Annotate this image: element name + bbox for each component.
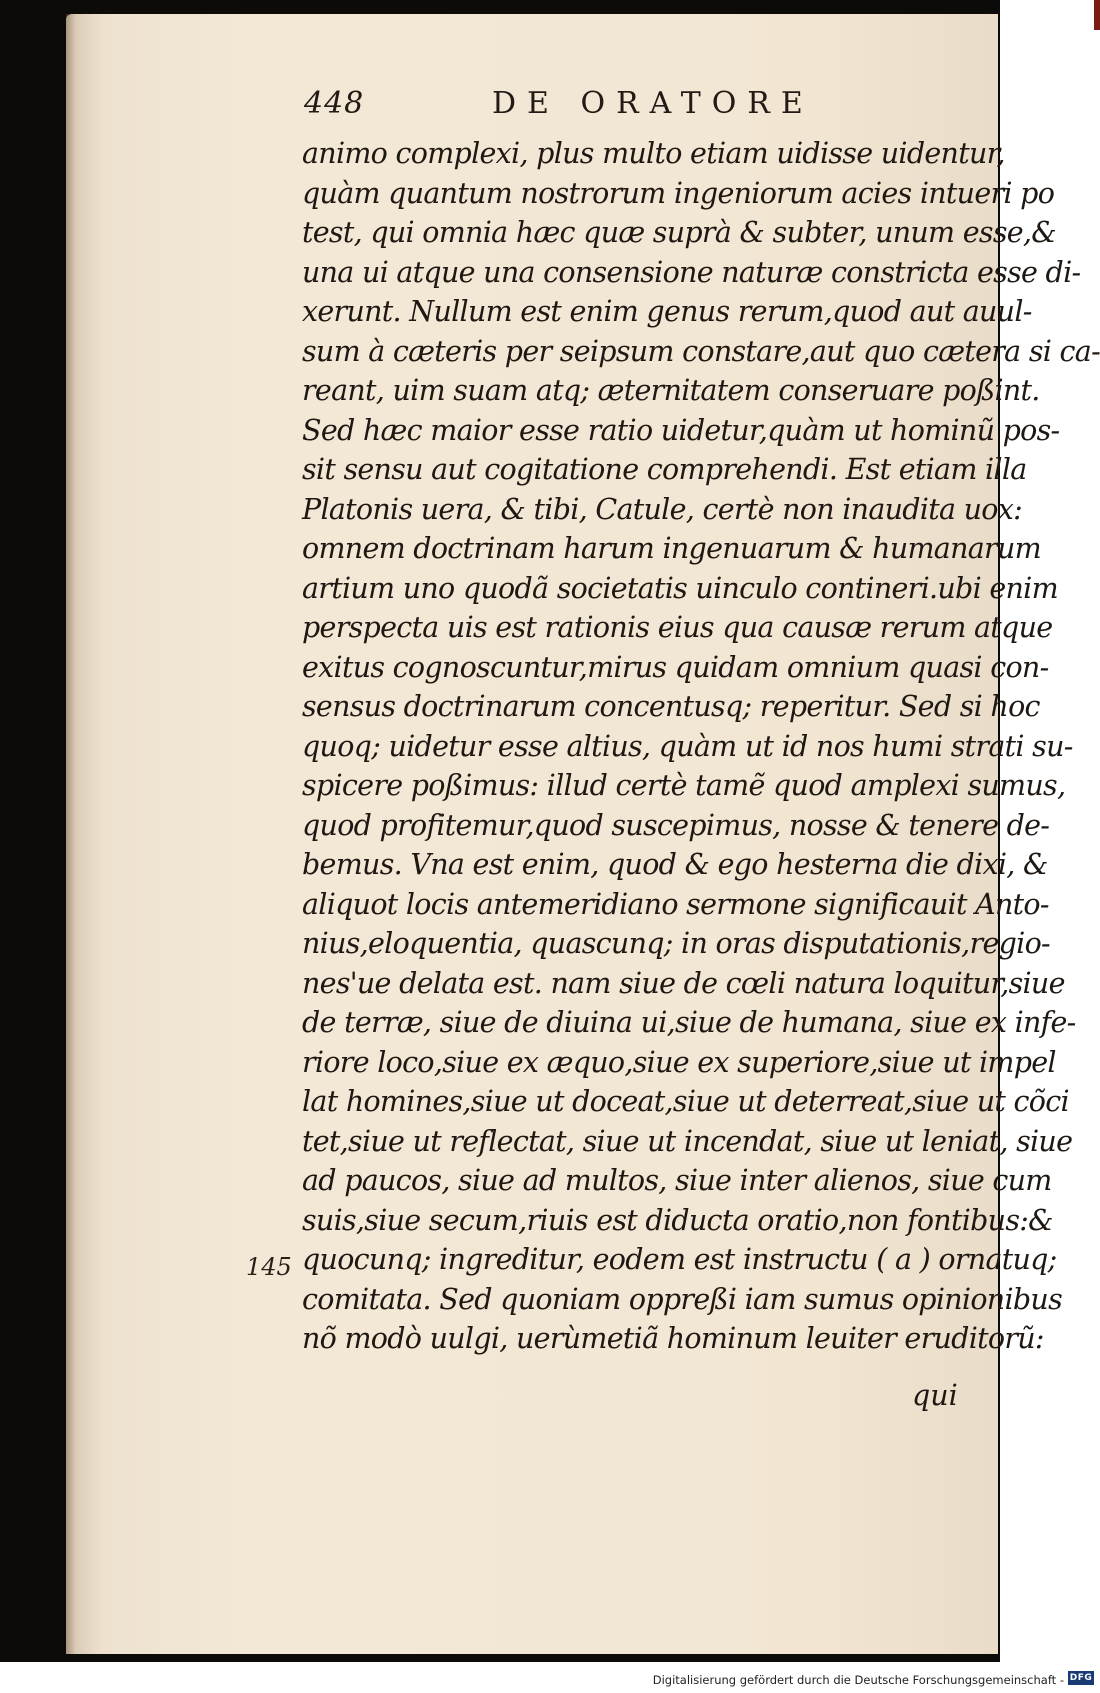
text-line: quàm quantum nostrorum ingeniorum acies intueri po <box>302 176 1055 210</box>
text-line: exitus cognoscuntur,mirus quidam omnium quasi con- <box>302 650 1049 684</box>
text-line: spicere poßimus: illud certè tamẽ quod amplexi sumus, <box>302 769 1066 802</box>
funding-credit: Digitalisierung gefördert durch die Deutsche Forschungsgemeinschaft - <box>652 1673 1064 1687</box>
body-text <box>302 134 1100 1359</box>
text-line: Platonis uera, & tibi, Catule, certè non inaudita uox: <box>302 492 1023 526</box>
margin-section-number: 145 <box>246 1253 292 1281</box>
text-line: xerunt. Nullum est enim genus rerum,quod aut auul- <box>302 295 1032 328</box>
text-line: Sed hæc maior esse ratio uidetur,quàm ut hominũ pos- <box>302 413 1060 447</box>
text-line: lat homines,siue ut doceat,siue ut deterreat,siue ut cõci <box>302 1085 1069 1118</box>
text-line: artium uno quodã societatis uinculo contineri.ubi enim <box>302 571 1058 605</box>
text-line: riore loco,siue ex æquo,siue ex superiore,siue ut impel <box>302 1045 1056 1079</box>
text-line: nes'ue delata est. nam siue de cœli natura loquitur,siue <box>302 966 1065 1000</box>
page-number: 448 <box>304 86 365 121</box>
text-line: tet,siue ut reflectat, siue ut incendat, siue ut leniat, siue <box>302 1124 1073 1158</box>
text-line: suis,siue secum,riuis est diducta oratio,non fontibus:& <box>302 1203 1053 1237</box>
page-gutter-shadow <box>66 14 76 1654</box>
text-line: sensus doctrinarum concentusq; reperitur. Sed si hoc <box>302 690 1040 723</box>
text-line: sit sensu aut cogitatione comprehendi. Est etiam illa <box>302 453 1027 486</box>
text-line: de terræ, siue de diuina ui,siue de humana, siue ex infe- <box>302 1006 1076 1039</box>
text-line: nius,eloquentia, quascunq; in oras disputationis,regio- <box>302 927 1050 960</box>
dfg-logo: DFG <box>1069 1673 1093 1683</box>
scan-edge-marker <box>1094 0 1100 30</box>
text-line: reant, uim suam atq; æternitatem conseruare poßint. <box>302 374 1040 407</box>
text-line: bemus. Vna est enim, quod & ego hesterna die dixi, & <box>302 848 1048 881</box>
text-line: ad paucos, siue ad multos, siue inter alienos, siue cum <box>302 1164 1052 1197</box>
text-line: quoq; uidetur esse altius, quàm ut id nos humi strati su- <box>302 729 1073 763</box>
text-line: quocunq; ingreditur, eodem est instructu ( a ) ornatuq; <box>302 1243 1057 1276</box>
text-line: aliquot locis antemeridiano sermone significauit Anto- <box>302 887 1049 921</box>
running-title: DE ORATORE <box>492 86 814 121</box>
text-line: sum à cæteris per seipsum constare,aut quo cætera si ca- <box>302 334 1100 368</box>
text-line: una ui atque una consensione naturæ constricta esse di- <box>302 255 1081 289</box>
text-line: omnem doctrinam harum ingenuarum & humanarum <box>302 532 1041 565</box>
text-line: perspecta uis est rationis eius qua causæ rerum atque <box>302 611 1053 644</box>
text-line: animo complexi, plus multo etiam uidisse uidentur, <box>302 137 1005 170</box>
text-line: comitata. Sed quoniam oppreßi iam sumus opinionibus <box>302 1282 1062 1316</box>
catchword: qui <box>912 1379 958 1412</box>
page-header <box>304 86 864 130</box>
text-line: test, qui omnia hæc quæ suprà & subter, unum esse,& <box>302 216 1056 249</box>
text-line: nõ modò uulgi, uerùmetiã hominum leuiter eruditorũ: <box>302 1322 1044 1355</box>
text-line: quod profitemur,quod suscepimus, nosse & tenere de- <box>302 808 1050 842</box>
